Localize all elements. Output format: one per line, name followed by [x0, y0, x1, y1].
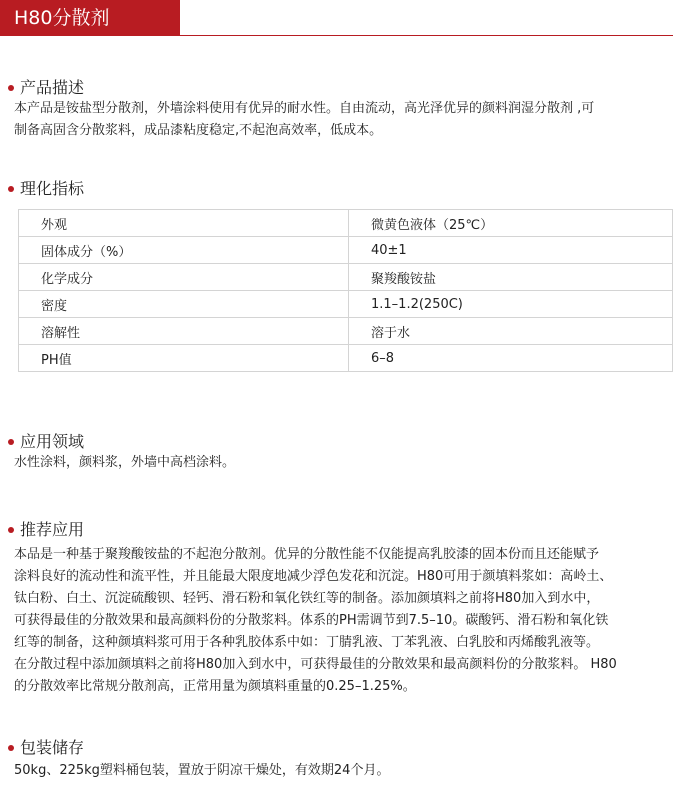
- header-divider: [180, 35, 673, 36]
- text-line: 在分散过程中添加颜填料之前将H80加入到水中，可获得最佳的分散效果和最高颜料份的分散浆料。 H80: [14, 657, 617, 672]
- spec-value: 1.1–1.2(250C): [349, 291, 673, 318]
- text-line: 本产品是铵盐型分散剂，外墙涂料使用有优异的耐水性。自由流动，高光泽优异的颜料润湿分散剂 ,可: [14, 101, 595, 116]
- bullet-icon: [8, 745, 14, 751]
- table-row: [19, 264, 673, 291]
- text-line: 红等的制备，这种颜填料浆可用于各种乳胶体系中如：丁腈乳液、丁苯乳液、白乳胶和丙烯酸乳液等。: [14, 635, 600, 650]
- table-row: [19, 210, 673, 237]
- packaging-text: [14, 760, 679, 782]
- text-line: 可获得最佳的分散效果和最高颜料份的分散浆料。体系的PH需调节到7.5–10。碳酸钙、滑石粉和氧化铁: [14, 613, 609, 628]
- text-line: 制备高固含分散浆料，成品漆粘度稳定,不起泡高效率，低成本。: [14, 123, 383, 138]
- text-line: 本品是一种基于聚羧酸铵盐的不起泡分散剂。优异的分散性能不仅能提高乳胶漆的固本份而且还能赋予: [14, 547, 600, 562]
- text-line: 水性涂料，颜料浆，外墙中高档涂料。: [14, 455, 236, 470]
- text-line: 涂料良好的流动性和流平性，并且能最大限度地减少浮色发花和沉淀。H80可用于颜填料浆如：高岭土、: [14, 569, 613, 584]
- bullet-icon: [8, 186, 14, 192]
- recommend-text: [14, 544, 679, 698]
- page-title: H80分散剂: [0, 0, 180, 36]
- table-row: [19, 291, 673, 318]
- table-row: [19, 318, 673, 345]
- spec-value: 微黄色液体（25℃）: [349, 210, 673, 237]
- spec-table: [18, 209, 673, 372]
- spec-label: 化学成分: [19, 264, 349, 291]
- text-line: 50kg、225kg塑料桶包装，置放于阴凉干燥处，有效期24个月。: [14, 763, 390, 778]
- bullet-icon: [8, 85, 14, 91]
- spec-value: 6–8: [349, 345, 673, 372]
- spec-value: 聚羧酸铵盐: [349, 264, 673, 291]
- bullet-icon: [8, 439, 14, 445]
- spec-label: 外观: [19, 210, 349, 237]
- header-bar: [0, 0, 693, 36]
- spec-value: 40±1: [349, 237, 673, 264]
- bullet-icon: [8, 527, 14, 533]
- application-text: [14, 452, 679, 474]
- spec-label: PH值: [19, 345, 349, 372]
- table-row: [19, 345, 673, 372]
- description-text: [14, 98, 679, 142]
- text-line: 钛白粉、白土、沉淀硫酸钡、轻钙、滑石粉和氧化铁红等的制备。添加颜填料之前将H80加入到水中，: [14, 591, 600, 606]
- spec-label: 密度: [19, 291, 349, 318]
- spec-label: 固体成分（%）: [19, 237, 349, 264]
- spec-label: 溶解性: [19, 318, 349, 345]
- spec-value: 溶于水: [349, 318, 673, 345]
- table-row: [19, 237, 673, 264]
- text-line: 的分散效率比常规分散剂高，正常用量为颜填料重量的0.25–1.25%。: [14, 679, 416, 694]
